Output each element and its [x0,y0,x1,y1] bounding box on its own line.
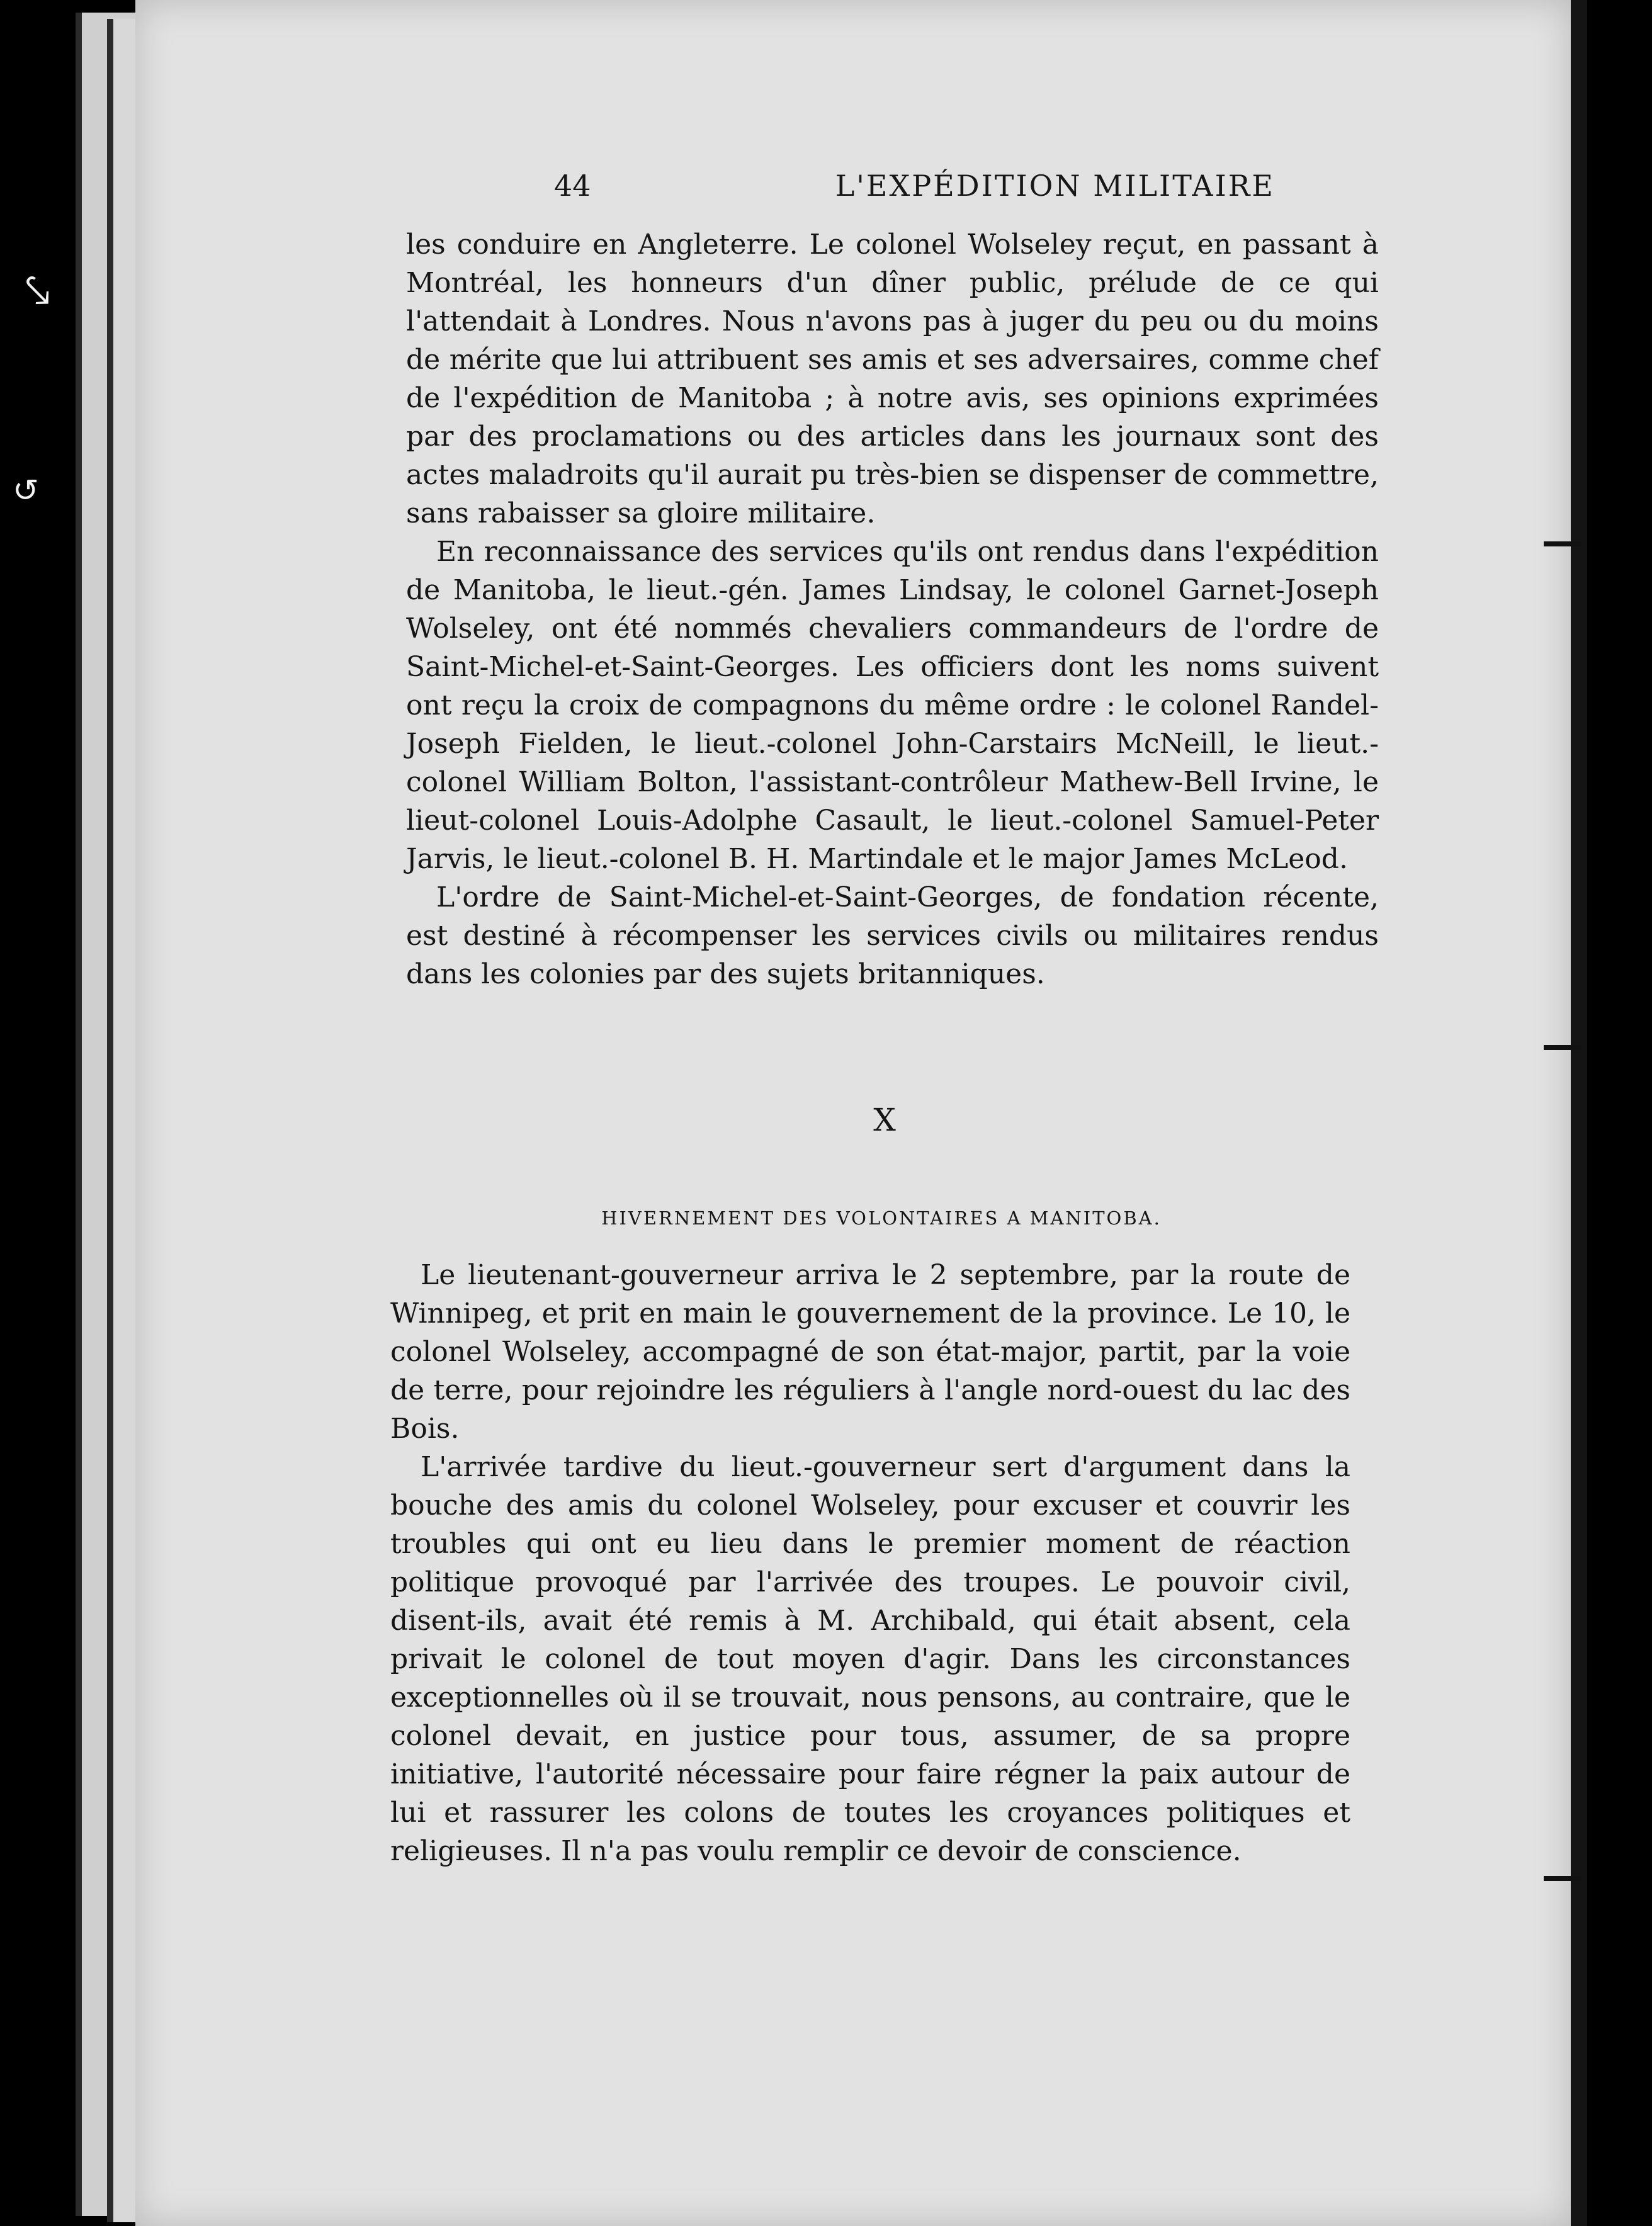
text-section-chapter-body [390,1256,1350,1870]
page-number: 44 [554,169,591,203]
paragraph: Le lieutenant-gouverneur arriva le 2 septembre, par la route de Winnipeg, et prit en main le gouvernement de la province. Le 10, le colonel Wolseley, accompagné de son état-major, partit, par la voie de terre, pour rejoindre les réguliers à l'angle nord-ouest du lac des Bois. [390,1259,1350,1445]
scan-artifact-mark: ⤥ [25,264,50,316]
scan-artifact-mark: ↺ [13,472,39,509]
paragraph: les conduire en Angleterre. Le colonel Wolseley reçut, en passant à Montréal, les honneurs d'un dîner public, prélude de ce qui l'attendait à Londres. Nous n'avons pas à juger du peu ou du moins de mérite que lui attribuent ses amis et ses adversaires, comme chef de l'expédition de Manitoba ; à notre avis, ses opinions exprimées par des proclamations ou des articles dans les journaux sont des actes maladroits qu'il aurait pu très-bien se dispenser de commettre, sans rabaisser sa gloire militaire. [406,229,1379,529]
paragraph: L'arrivée tardive du lieut.-gouverneur sert d'argument dans la bouche des amis du colonel Wolseley, pour excuser et couvrir les troubles qui ont eu lieu dans le premier moment de réaction politique provoqué par l'arrivée des troupes. Le pouvoir civil, disent-ils, avait été remis à M. Archibald, qui était absent, cela privait le colonel de tout moyen d'agir. Dans les circonstances exceptionnelles où il se trouvait, nous pensons, au contraire, que le colonel devait, en justice pour tous, assumer, de sa propre initiative, l'autorité nécessaire pour faire régner la paix autour de lui et rassurer les colons de toutes les croyances politiques et religieuses. Il n'a pas voulu remplir ce devoir de conscience. [390,1451,1350,1867]
binding-stitch [1544,1045,1581,1050]
binding-stitch [1544,1876,1581,1881]
chapter-title: HIVERNEMENT DES VOLONTAIRES A MANITOBA. [601,1207,1162,1229]
chapter-number: X [873,1102,896,1138]
paragraph: En reconnaissance des services qu'ils ont rendus dans l'expédition de Manitoba, le lieut.-gén. James Lindsay, le colonel Garnet-Joseph Wolseley, ont été nommés chevaliers commandeurs de l'ordre de Saint-Michel-et-Saint-Georges. Les officiers dont les noms suivent ont reçu la croix de compagnons du même ordre : le colonel Randel-Joseph Fielden, le lieut.-colonel John-Carstairs McNeill, le lieut.-colonel William Bolton, l'assistant-contrôleur Mathew-Bell Irvine, le lieut-colonel Louis-Adolphe Casault, le lieut.-colonel Samuel-Peter Jarvis, le lieut.-colonel B. H. Martindale et le major James McLeod. [406,536,1379,875]
binding-stitch [1544,541,1581,546]
text-section-before-chapter [406,225,1379,993]
binding-spine [1571,0,1587,2226]
running-title: L'EXPÉDITION MILITAIRE [835,169,1275,203]
paragraph: L'ordre de Saint-Michel-et-Saint-Georges, de fondation récente, est destiné à récompenser les services civils ou militaires rendus dans les colonies par des sujets britanniques. [406,881,1379,990]
running-head [554,169,1275,213]
